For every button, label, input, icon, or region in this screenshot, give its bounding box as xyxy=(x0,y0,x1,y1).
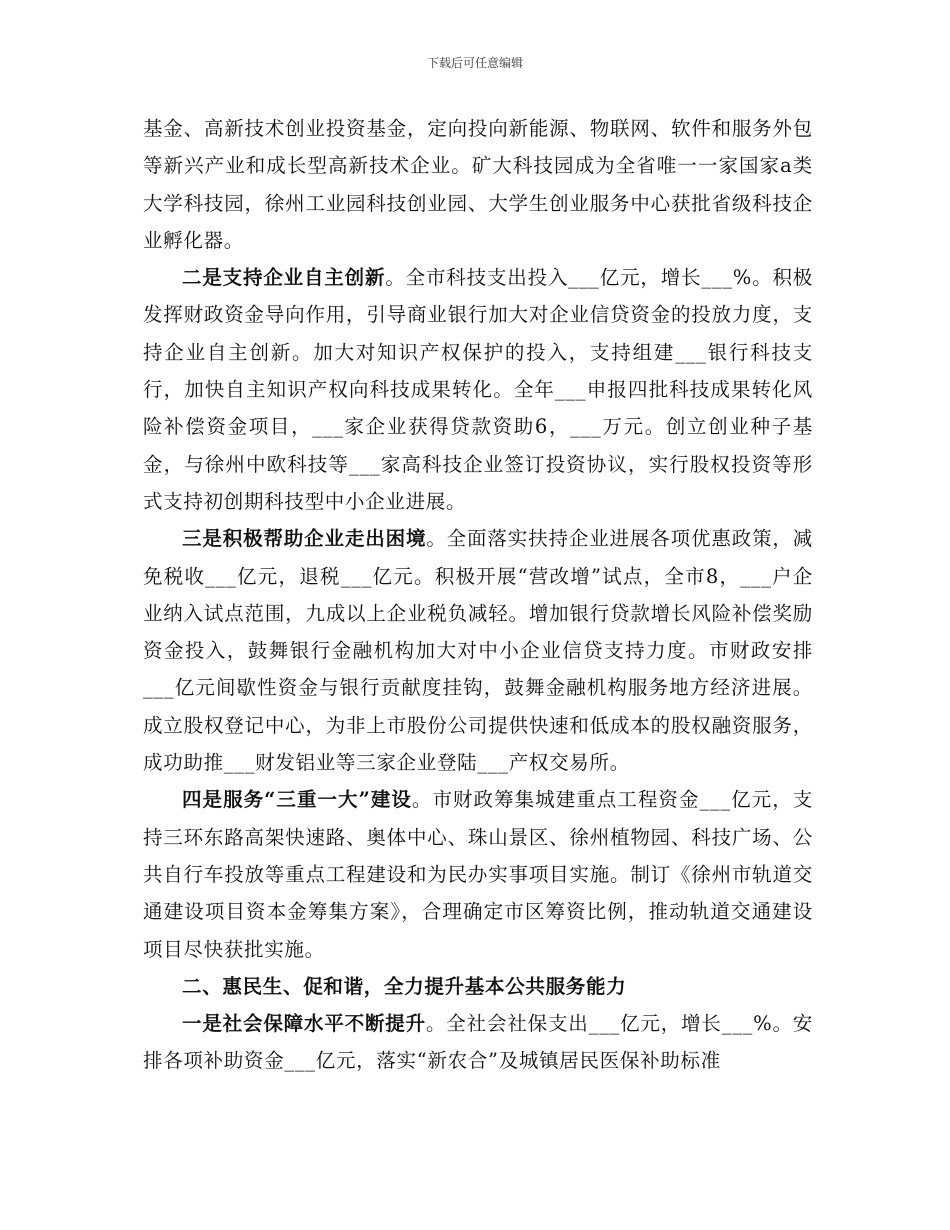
paragraph-1-text: 基金、高新技术创业投资基金，定向投向新能源、物联网、软件和服务外包等新兴产业和成长型高新技术企业。矿大科技园成为全省唯一一家国家a类大学科技园，徐州工业园科技创业园、大学生创业服务中心获批省级科技企业孵化器。 xyxy=(143,117,813,252)
paragraph-3-heading: 三是积极帮助企业走出困境 xyxy=(182,527,427,551)
paragraph-4-text: 。市财政筹集城建重点工程资金___亿元，支持三环东路高架快速路、奥体中心、珠山景区、徐州植物园、科技广场、公共自行车投放等重点工程建设和为民办实事项目实施。制订《徐州市轨道交通建设项目资本金筹集方案》，合理确定市区筹资比例，推动轨道交通建设项目尽快获批实施。 xyxy=(143,788,813,961)
section-heading-text: 二、惠民生、促和谐，全力提升基本公共服务能力 xyxy=(182,974,627,998)
paragraph-4 xyxy=(143,781,813,967)
paragraph-3 xyxy=(143,520,813,781)
paragraph-5-heading: 一是社会保障水平不断提升 xyxy=(182,1012,426,1036)
paragraph-4-heading: 四是服务“三重一大”建设 xyxy=(182,788,412,812)
document-body xyxy=(143,110,813,1080)
paragraph-3-text: 。全面落实扶持企业进展各项优惠政策，减免税收___亿元，退税___亿元。积极开展“营改增”试点，全市8，___户企业纳入试点范围，九成以上企业税负减轻。增加银行贷款增长风险补偿奖励资金投入，鼓舞银行金融机构加大对中小企业信贷支持力度。市财政安排___亿元间歇性资金与银行贡献度挂钩，鼓舞金融机构服务地方经济进展。成立股权登记中心，为非上市股份公司提供快速和低成本的股权融资服务，成功助推___财发铝业等三家企业登陆___产权交易所。 xyxy=(143,527,813,775)
paragraph-2-text: 。全市科技支出投入___亿元，增长___%。积极发挥财政资金导向作用，引导商业银行加大对企业信贷资金的投放力度，支持企业自主创新。加大对知识产权保护的投入，支持组建___银行科技支行，加快自主知识产权向科技成果转化。全年___申报四批科技成果转化风险补偿资金项目，___家企业获得贷款资助6，___万元。创立创业种子基金，与徐州中欧科技等___家高科技企业签订投资协议，实行股权投资等形式支持初创期科技型中小企业进展。 xyxy=(143,266,813,513)
paragraph-2 xyxy=(143,259,813,520)
section-heading xyxy=(143,968,813,1005)
paragraph-5 xyxy=(143,1005,813,1080)
paragraph-5-text: 。全社会社保支出___亿元，增长___%。安排各项补助资金___亿元，落实“新农合”及城镇居民医保补助标准 xyxy=(143,1012,813,1073)
paragraph-1 xyxy=(143,110,813,259)
page-header: 下载后可任意编辑 xyxy=(426,56,523,70)
paragraph-2-heading: 二是支持企业自主创新 xyxy=(182,266,386,290)
